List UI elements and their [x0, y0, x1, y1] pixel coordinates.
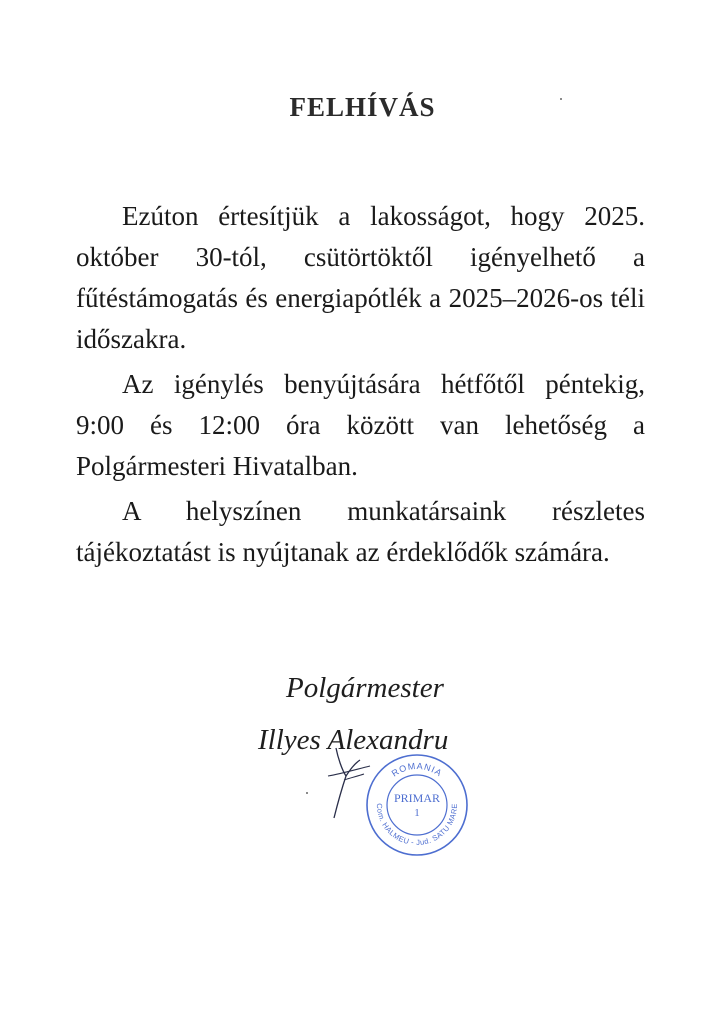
- stamp-ring-bottom-text: Com. HALMEU - Jud. SATU MARE: [374, 803, 460, 848]
- document-title: FELHÍVÁS: [289, 92, 436, 122]
- stamp-ring-top-text: ROMANIA: [389, 760, 445, 779]
- signatory-title: Polgármester: [286, 672, 444, 704]
- scan-speck: [306, 792, 308, 794]
- official-stamp: [364, 752, 470, 858]
- signatory-name: Illyes Alexandru: [258, 724, 449, 756]
- paragraph: A helyszínen munkatársaink részletes tájékoztatást is nyújtanak az érdeklődők számára.: [76, 496, 645, 567]
- scan-speck: [560, 98, 562, 100]
- paragraph: Ezúton értesítjük a lakosságot, hogy 2025. október 30-tól, csütörtöktől igényelhető a fűtéstámogatás és energiapótlék a 2025–2026-os téli időszakra.: [76, 201, 645, 354]
- document-body: [76, 196, 645, 577]
- stamp-center-number: 1: [414, 807, 420, 819]
- svg-text:ROMANIA: [390, 761, 444, 779]
- stamp-center-label: PRIMAR: [393, 791, 441, 805]
- paragraph: Az igénylés benyújtására hétfőtől péntekig, 9:00 és 12:00 óra között van lehetőség a Polgármesteri Hivatalban.: [76, 369, 645, 481]
